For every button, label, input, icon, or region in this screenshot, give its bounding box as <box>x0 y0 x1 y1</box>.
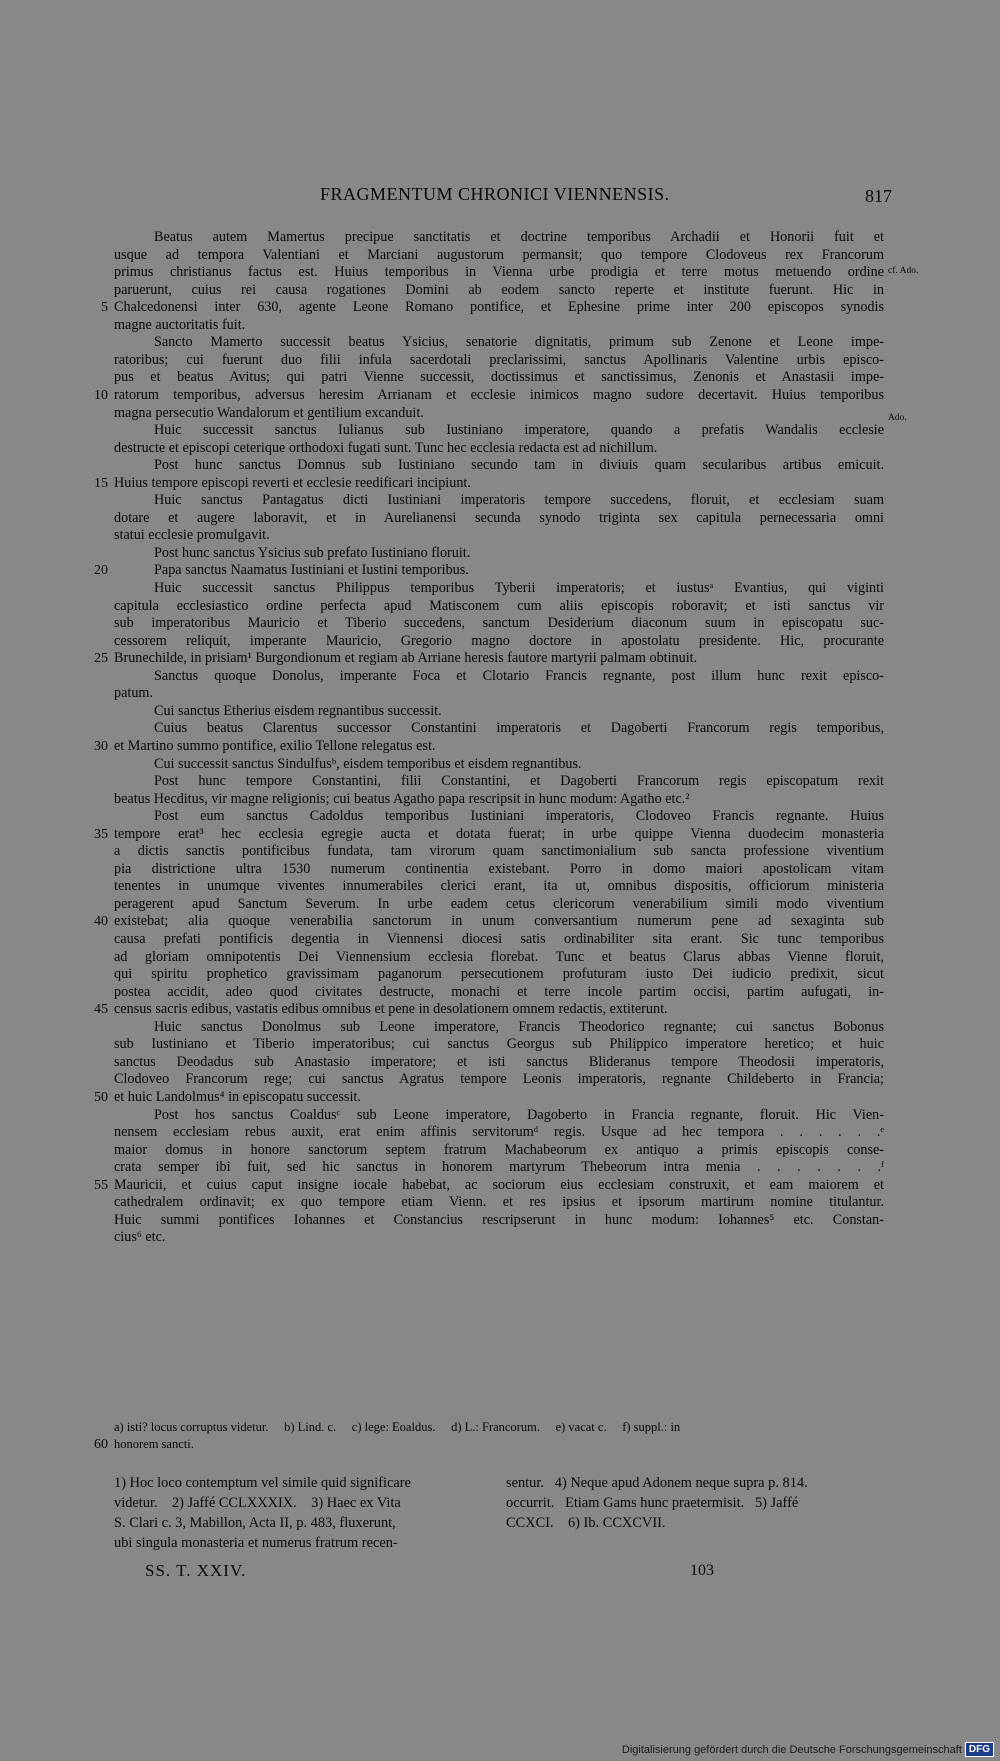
line-text: Post hos sanctus Coaldusᶜ sub Leone imperatore, Dagoberto in Francia regnante, floruit. Hic Vien- <box>154 1107 884 1123</box>
line-text: patum. <box>114 685 154 701</box>
line-text: capitula ecclesiastico ordine perfecta apud Matisconem cum aliis episcopis roboravit; et isti sanctus vir <box>114 598 884 614</box>
line-text: pus et beatus Avitus; qui patri Vienne successit, doctissimus et sanctissimus, Zenonis et Anastasii impe- <box>114 369 884 385</box>
line-number: 30 <box>94 739 108 754</box>
line-text: Beatus autem Mamertus precipue sanctitatis et doctrine temporibus Archadii et Honorii fuit et <box>154 229 884 245</box>
line-text: Huic summi pontifices Iohannes et Constancius rescripserunt in hunc modum: Iohannes⁵ etc. Constan- <box>114 1212 884 1228</box>
page-title: FRAGMENTUM CHRONICI VIENNENSIS. <box>320 184 670 204</box>
line-number: 10 <box>94 388 108 403</box>
line-text: a dictis sanctis pontificibus fundata, tam virorum quam sanctimonialium sub sancta professione viventium <box>114 843 884 859</box>
line-number: 5 <box>101 300 108 315</box>
line-text: magna persecutio Wandalorum et gentilium excanduit. <box>114 405 424 421</box>
page-number: 817 <box>865 186 892 206</box>
line-text: ratorum temporibus, adversus heresim Arrianam et ecclesie inimicos magno sudore decertavit. Huius temporibus <box>114 387 884 403</box>
footnote-line: CCXCI. 6) Ib. CCXCVII. <box>506 1515 666 1531</box>
line-text: Cuius beatus Clarentus successor Constantini imperatoris et Dagoberti Francorum regis temporibus, <box>154 720 884 736</box>
line-number: 20 <box>94 563 108 578</box>
line-number: 15 <box>94 476 108 491</box>
line-text: pia districtione ultra 1530 numerum continentia existebant. Porro in domo maiori apostolicam vitam <box>114 861 884 877</box>
line-text: cathedralem ordinavit; ex quo tempore etiam Vienn. et res ipsius et ipsorum martirum nomine titulantur. <box>114 1194 884 1210</box>
line-text: beatus Hecditus, vir magne religionis; cui beatus Agatho papa rescripsit in hunc modum: Agatho etc.² <box>114 791 690 807</box>
line-text: cessorem reliquit, imperante Mauricio, Gregorio magno doctore in apostolatu presidente. Hic, procurante <box>114 633 884 649</box>
line-text: Post hunc tempore Constantini, filii Constantini, et Dagoberti Francorum regis episcopatum rexit <box>154 773 884 789</box>
line-text: census sacris edibus, vastatis edibus omnibus et pene in desolationem omnem redactis, extiterunt. <box>114 1001 668 1017</box>
line-text: Papa sanctus Naamatus Iustiniani et Iustini temporibus. <box>154 562 469 578</box>
line-text: tempore erat³ hec ecclesia egregie aucta et dotata fuerat; in urbe quippe Vienna duodecim monasteria <box>114 826 884 842</box>
line-text: existebat; alia quoque venerabilia sanctorum in unum conversantium numerum pene ad sexaginta sub <box>114 913 884 929</box>
line-text: Mauricii, et cuius caput insigne iocale habebat, ac sociorum eius ecclesiam construxit, et eam maiorem et <box>114 1177 884 1193</box>
line-text: crata semper ibi fuit, sed hic sanctus in honorem martyrum Thebeorum intra menia . . . . . . .ᶠ <box>114 1159 884 1175</box>
footnote-line: 1) Hoc loco contemptum vel simile quid significare <box>114 1475 411 1491</box>
line-text: maior domus in honore sanctorum septem fratrum Machabeorum ex antiquo a primis episcopis conse- <box>114 1142 884 1158</box>
line-text: Cui sanctus Etherius eisdem regnantibus successit. <box>154 703 442 719</box>
letter-notes-line-2: honorem sancti. <box>114 1437 194 1451</box>
line-text: usque ad tempora Valentiani et Marciani augustorum permansit; quo tempore Clodoveus rex Francorum <box>114 247 884 263</box>
margin-note-cf-ado: cf. Ado. <box>888 266 919 276</box>
footnote-line: ubi singula monasteria et numerus fratrum recen- <box>114 1535 398 1551</box>
line-text: causa prefati pontificis degentia in Viennensi diocesi satis ordinabiliter sita erant. Sic tunc temporibus <box>114 931 884 947</box>
line-number: 45 <box>94 1002 108 1017</box>
line-text: Post eum sanctus Cadoldus temporibus Iustiniani imperatoris, Clodoveo Francis regnante. Huius <box>154 808 884 824</box>
sheet-number: 103 <box>690 1562 714 1579</box>
line-number: 60 <box>94 1437 108 1452</box>
letter-notes <box>94 1420 884 1452</box>
line-number: 40 <box>94 914 108 929</box>
line-text: Huic sanctus Pantagatus dicti Iustiniani imperatoris tempore succedens, floruit, et ecclesiam suam <box>154 492 884 508</box>
line-text: sanctus Deodadus sub Anastasio imperatore; et isti sanctus Blideranus tempore Theodosii imperatoris, <box>114 1054 884 1070</box>
footnote-line: occurrit. Etiam Gams hunc praetermisit. 5) Jaffé <box>506 1495 799 1511</box>
line-number: 50 <box>94 1090 108 1105</box>
line-text: paruerunt, cuius rei causa rogationes Domini ab eodem sancto reperte et institute fuerunt. Hic in <box>114 282 884 298</box>
dfg-credit-text: Digitalisierung gefördert durch die Deutsche Forschungsgemeinschaft <box>621 1743 962 1756</box>
line-text: et Martino summo pontifice, exilio Tellone relegatus est. <box>114 738 436 754</box>
line-text: primus christianus factus est. Huius temporibus in Vienna urbe prodigia et terre motus metuendo ordine <box>114 264 884 280</box>
line-text: Huic successit sanctus Iulianus sub Iustiniano imperatore, quando a prefatis Wandalis ecclesie <box>154 422 884 438</box>
line-text: peragerent apud Sanctum Severum. In urbe eadem cetus clericorum venerabilium simili modo viventium <box>114 896 884 912</box>
line-text: nensem ecclesiam rebus auxit, erat enim affinis servitorumᵈ regis. Usque ad hec tempora . . . . . .ᵉ <box>114 1124 884 1140</box>
line-text: sub Iustiniano et Tiberio imperatoribus; cui sanctus Georgus sub Philippico imperatore heretico; et huic <box>114 1036 884 1052</box>
footnote-line: videtur. 2) Jaffé CCLXXXIX. 3) Haec ex Vita <box>114 1495 401 1511</box>
running-header <box>0 184 1000 210</box>
line-text: dotare et augere laboravit, et in Aurelianensi secunda synodo triginta sex capitula pernecessaria omni <box>114 510 884 526</box>
line-text: Brunechilde, in prisiam¹ Burgondionum et regiam ab Arriane heresis fautore martyrii palmam obtinuit. <box>114 650 698 666</box>
footnote-line: S. Clari c. 3, Mabillon, Acta II, p. 483, fluxerunt, <box>114 1515 396 1531</box>
line-text: Chalcedonensi inter 630, agente Leone Romano pontifice, et Ephesine prime inter 200 episcopos synodis <box>114 299 884 315</box>
dfg-credit-bar <box>622 1742 994 1757</box>
line-text: Post hunc sanctus Ysicius sub prefato Iustiniano floruit. <box>154 545 471 561</box>
dfg-logo: DFG <box>965 1742 994 1757</box>
line-number: 35 <box>94 827 108 842</box>
letter-notes-line-1: a) isti? locus corruptus videtur. b) Lind. c. c) lege: Eoaldus. d) L.: Francorum. e) vacat c. f) suppl.: in <box>114 1420 681 1434</box>
line-text: Post hunc sanctus Domnus sub Iustiniano secundo tam in diviuis quam secularibus artibus emicuit. <box>154 457 884 473</box>
line-text: postea accidit, adeo quod civitates destructe, monachi et terre incole partim occisi, partim aufugati, in- <box>114 984 884 1000</box>
line-text: qui spiritu prophetico gravissimam paganorum persecutionem profuturam iusto Dei iudicio predixit, sicut <box>114 966 884 982</box>
line-text: destructe et episcopi ceterique orthodoxi fugati sunt. Tunc hec ecclesia redacta est ad nichillum. <box>114 440 658 456</box>
line-text: Cui successit sanctus Sindulfusᵇ, eisdem temporibus et eisdem regnantibus. <box>154 756 582 772</box>
line-text: Huius tempore episcopi reverti et ecclesie reedificari incipiunt. <box>114 475 471 491</box>
margin-note-ado: Ado. <box>888 413 907 423</box>
line-text: tenentes in unumque viventes innumerabiles clerici erant, ita ut, omnibus dispositis, officiorum ministeria <box>114 878 884 894</box>
line-text: sub imperatoribus Mauricio et Tiberio succedens, sanctum Desiderium diaconum suum in episcopatu suc- <box>114 615 884 631</box>
line-text: Huic sanctus Donolmus sub Leone imperatore, Francis Theodorico regnante; cui sanctus Bobonus <box>154 1019 884 1035</box>
line-text: ad gloriam omnipotentis Dei Viennensium ecclesia florebat. Tunc et beatus Clarus abbas Vienne floruit, <box>114 949 884 965</box>
line-text: Sanctus quoque Donolus, imperante Foca et Clotario Francis regnante, post illum hunc rexit episco- <box>154 668 884 684</box>
line-text: ratoribus; cui fuerunt duo filii infula sacerdotali preclarissimi, sanctus Apollinaris Valentine urbis episco- <box>114 352 884 368</box>
line-text: Clodoveo Francorum rege; cui sanctus Agratus tempore Leonis imperatoris, regnante Childeberto in Francia; <box>114 1071 884 1087</box>
volume-signature: SS. T. XXIV. <box>145 1561 247 1580</box>
line-text: statui ecclesie promulgavit. <box>114 527 270 543</box>
line-number: 25 <box>94 651 108 666</box>
line-text: Huic successit sanctus Philippus temporibus Tyberii imperatoris; et iustusᵃ Evantius, qui viginti <box>154 580 884 596</box>
line-text: et huic Landolmus⁴ in episcopatu successit. <box>114 1089 361 1105</box>
line-text: magne auctoritatis fuit. <box>114 317 246 333</box>
footnote-line: sentur. 4) Neque apud Adonem neque supra p. 814. <box>506 1475 808 1491</box>
line-number: 55 <box>94 1178 108 1193</box>
line-text: Sancto Mamerto successit beatus Ysicius, senatorie dignitatis, primum sub Zenone et Leone impe- <box>154 334 884 350</box>
line-text: cius⁶ etc. <box>114 1229 166 1245</box>
